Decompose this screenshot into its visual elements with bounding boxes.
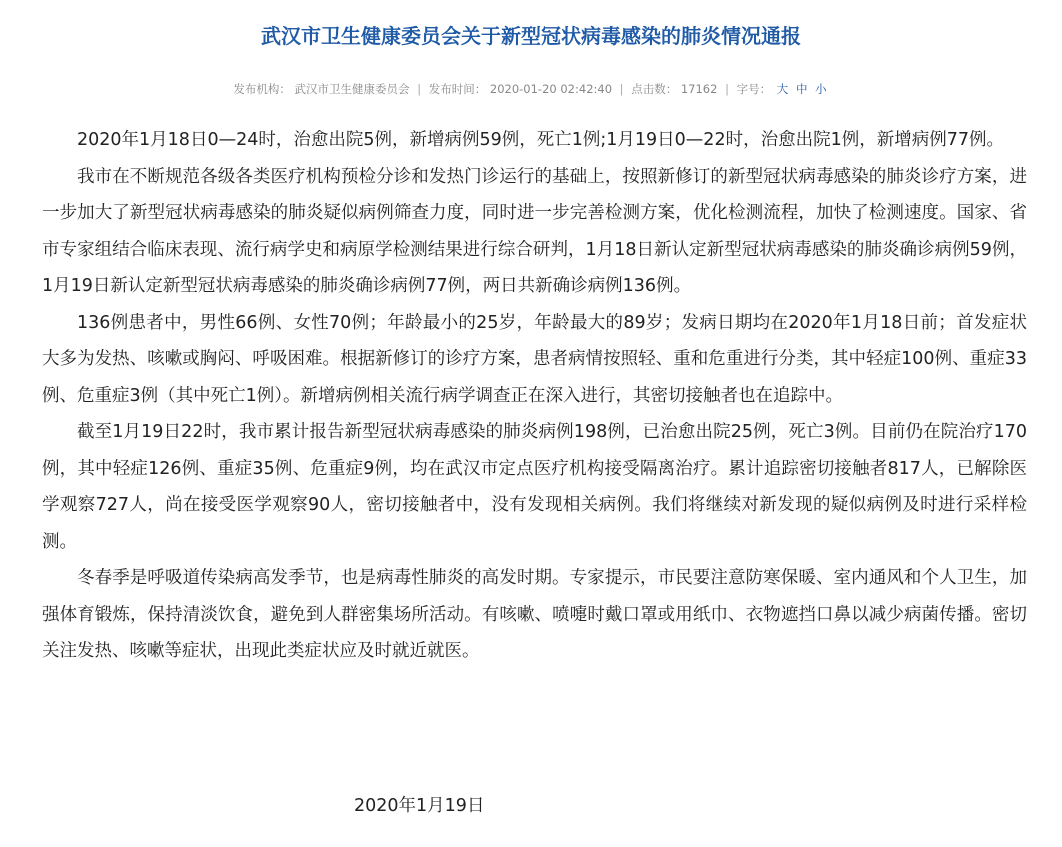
font-size-small-button[interactable]: 小 xyxy=(815,82,827,96)
publisher-label: 发布机构： xyxy=(233,82,291,96)
article-paragraph: 截至1月19日22时，我市累计报告新型冠状病毒感染的肺炎病例198例，已治愈出院25例，死亡3例。目前仍在院治疗170例，其中轻症126例、重症35例、危重症9例，均在武汉市定点医疗机构接受隔离治疗。累计追踪密切接触者817人，已解除医学观察727人，尚在接受医学观察90人，密切接触者中，没有发现相关病例。我们将继续对新发现的疑似病例及时进行采样检测。 xyxy=(42,422,1027,552)
meta-separator: | xyxy=(619,82,624,96)
font-size-large-button[interactable]: 大 xyxy=(776,82,789,96)
article-paragraph: 冬春季是呼吸道传染病高发季节，也是病毒性肺炎的高发时期。专家提示，市民要注意防寒保暖、室内通风和个人卫生，加强体育锻炼，保持清淡饮食，避免到人群密集场所活动。有咳嗽、喷嚏时戴口罩或用纸巾、衣物遮挡口鼻以减少病菌传播。密切关注发热、咳嗽等症状，出现此类症状应及时就近就医。 xyxy=(42,568,1027,661)
font-size-medium-button[interactable]: 中 xyxy=(795,82,808,96)
article-meta xyxy=(0,80,1062,98)
page-title: 武汉市卫生健康委员会关于新型冠状病毒感染的肺炎情况通报 xyxy=(261,24,801,48)
publisher-value: 武汉市卫生健康委员会 xyxy=(294,82,410,96)
article-paragraph: 我市在不断规范各级各类医疗机构预检分诊和发热门诊运行的基础上，按照新修订的新型冠状病毒感染的肺炎诊疗方案，进一步加大了新型冠状病毒感染的肺炎疑似病例筛查力度，同时进一步完善检测方案，优化检测流程，加快了检测速度。国家、省市专家组结合临床表现、流行病学史和病原学检测结果进行综合研判，1月18日新认定新型冠状病毒感染的肺炎确诊病例59例，1月19日新认定新型冠状病毒感染的肺炎确诊病例77例，两日共新确诊病例136例。 xyxy=(42,166,1027,296)
clicks-label: 点击数： xyxy=(631,82,678,96)
meta-separator: | xyxy=(725,82,729,96)
clicks-value: 17162 xyxy=(680,82,718,96)
publish-time-value: 2020-01-20 02:42:40 xyxy=(489,82,613,96)
article-body xyxy=(42,122,1027,670)
meta-separator: | xyxy=(417,82,422,96)
article-paragraph: 136例患者中，男性66例、女性70例；年龄最小的25岁，年龄最大的89岁；发病日期均在2020年1月18日前；首发症状大多为发热、咳嗽或胸闷、呼吸困难。根据新修订的诊疗方案，患者病情按照轻、重和危重进行分类，其中轻症100例、重症33例、危重症3例（其中死亡1例）。新增病例相关流行病学调查正在深入进行，其密切接触者也在追踪中。 xyxy=(42,312,1027,406)
publish-time-label: 发布时间： xyxy=(428,82,487,96)
signature-date: 2020年1月19日 xyxy=(354,796,485,816)
article-paragraph: 2020年1月18日0—24时，治愈出院5例，新增病例59例，死亡1例;1月19日0—22时，治愈出院1例，新增病例77例。 xyxy=(77,130,1004,150)
font-size-label: 字号： xyxy=(736,82,772,96)
